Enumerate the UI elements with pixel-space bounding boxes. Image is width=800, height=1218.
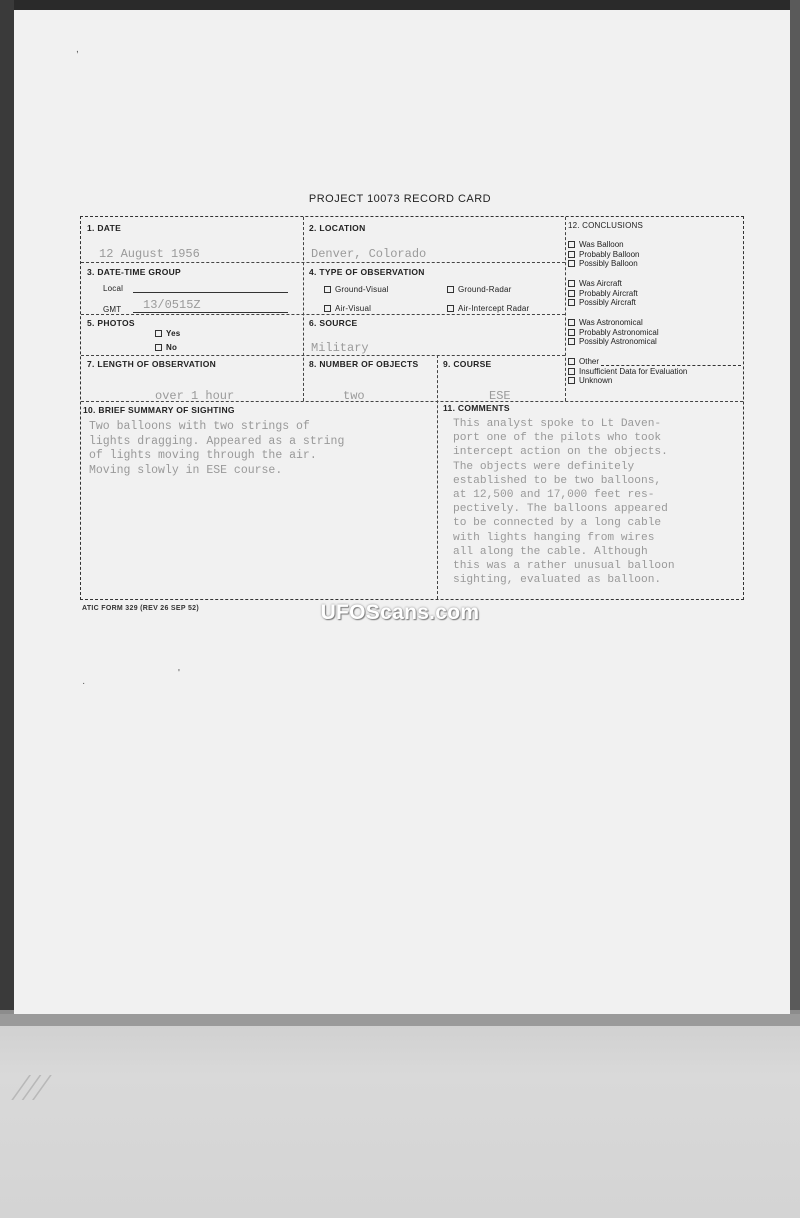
was-astronomical-option: Was Astronomical <box>568 318 659 328</box>
length-value: over 1 hour <box>155 389 235 403</box>
checkbox <box>568 280 575 287</box>
col-divider <box>565 217 566 401</box>
course-value: ESE <box>489 389 511 403</box>
col-divider <box>437 355 438 599</box>
course-label: 9. COURSE <box>443 359 492 369</box>
checkbox <box>568 319 575 326</box>
dust-speck: , <box>76 44 79 55</box>
ground-visual-option: Ground-Visual <box>324 285 389 294</box>
gmt-label: GMT <box>103 305 122 314</box>
checkbox <box>324 286 331 293</box>
checkbox <box>568 329 575 336</box>
type-label: 4. TYPE OF OBSERVATION <box>309 267 425 277</box>
watermark: UFOScans.com <box>320 601 480 624</box>
possibly-astronomical-option: Possibly Astronomical <box>568 337 659 347</box>
summary-label: 10. BRIEF SUMMARY OF SIGHTING <box>83 405 235 415</box>
row-divider <box>81 355 565 356</box>
photos-yes-option: Yes <box>155 329 180 338</box>
row-divider <box>81 314 565 315</box>
dust-speck: ' <box>178 668 180 679</box>
ground-radar-option: Ground-Radar <box>447 285 512 294</box>
bleed-through-marks: ⁄⁄⁄ <box>18 1067 50 1109</box>
photos-label: 5. PHOTOS <box>87 318 135 328</box>
comments-text: This analyst spoke to Lt Daven- port one of the pilots who took intercept action on the objects. The objects were definitely established to be two balloons, at 12,500 and 17,000 feet res- pectively. The balloons appeared to be connected by a long cable with lights hanging from wires all along the cable. Although this was a rather unusual balloon sighting, evaluated as balloon. <box>453 418 675 587</box>
checkbox <box>568 368 575 375</box>
probably-aircraft-option: Probably Aircraft <box>568 289 638 299</box>
checkbox <box>155 330 162 337</box>
checkbox <box>568 377 575 384</box>
checkbox <box>568 251 575 258</box>
local-label: Local <box>103 284 124 293</box>
probably-astronomical-option: Probably Astronomical <box>568 328 659 338</box>
insufficient-data-option: Insufficient Data for Evaluation <box>568 367 687 377</box>
checkbox <box>568 260 575 267</box>
other-option: Other <box>568 357 687 367</box>
scan-lower-band <box>0 1014 800 1218</box>
balloon-options <box>568 240 639 269</box>
gmt-underline <box>133 312 288 313</box>
comments-label: 11. COMMENTS <box>443 403 510 413</box>
record-card <box>80 216 744 600</box>
checkbox <box>568 290 575 297</box>
other-underline <box>601 365 741 366</box>
card-title: PROJECT 10073 RECORD CARD <box>308 193 492 205</box>
scan-edge-top <box>0 0 800 10</box>
checkbox <box>155 344 162 351</box>
objects-label: 8. NUMBER OF OBJECTS <box>309 359 419 369</box>
checkbox <box>568 358 575 365</box>
col-divider <box>303 217 304 401</box>
was-aircraft-option: Was Aircraft <box>568 279 638 289</box>
location-label: 2. LOCATION <box>309 223 366 233</box>
form-id: ATIC FORM 329 (REV 26 SEP 52) <box>82 605 199 612</box>
checkbox <box>447 286 454 293</box>
date-value: 12 August 1956 <box>99 247 200 261</box>
gmt-value: 13/0515Z <box>143 298 201 312</box>
summary-text: Two balloons with two strings of lights dragging. Appeared as a string of lights moving through the air. Moving slowly in ESE course. <box>89 420 345 477</box>
scan-edge-right <box>790 0 800 1010</box>
air-visual-option: Air-Visual <box>324 304 371 313</box>
other-options <box>568 357 687 386</box>
was-balloon-option: Was Balloon <box>568 240 639 250</box>
checkbox <box>447 305 454 312</box>
possibly-aircraft-option: Possibly Aircraft <box>568 298 638 308</box>
photos-no-option: No <box>155 343 177 352</box>
checkbox <box>568 338 575 345</box>
objects-value: two <box>343 389 365 403</box>
unknown-option: Unknown <box>568 376 687 386</box>
probably-balloon-option: Probably Balloon <box>568 250 639 260</box>
checkbox <box>568 299 575 306</box>
checkbox <box>568 241 575 248</box>
source-value: Military <box>311 341 369 355</box>
scan-edge-left <box>0 0 14 1010</box>
location-value: Denver, Colorado <box>311 247 427 261</box>
possibly-balloon-option: Possibly Balloon <box>568 259 639 269</box>
checkbox <box>324 305 331 312</box>
dust-speck: · <box>82 678 86 689</box>
source-label: 6. SOURCE <box>309 318 358 328</box>
sheet-shadow <box>0 1014 800 1026</box>
aircraft-options <box>568 279 638 308</box>
air-intercept-option: Air-Intercept Radar <box>447 304 529 313</box>
length-label: 7. LENGTH OF OBSERVATION <box>87 359 217 369</box>
conclusions-label: 12. CONCLUSIONS <box>568 221 644 230</box>
astronomical-options <box>568 318 659 347</box>
local-underline <box>133 292 288 293</box>
dtg-label: 3. DATE-TIME GROUP <box>87 267 182 277</box>
date-label: 1. DATE <box>87 223 122 233</box>
row-divider <box>81 262 565 263</box>
